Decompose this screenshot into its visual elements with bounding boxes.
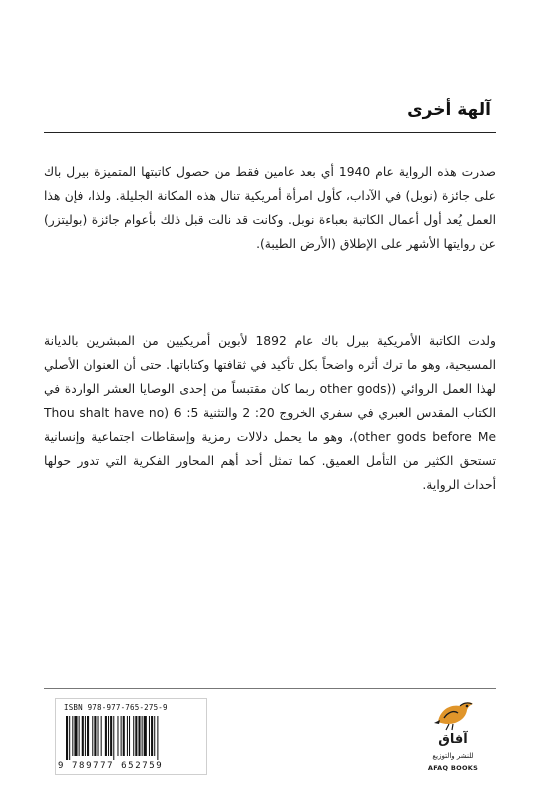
title-divider (44, 132, 496, 133)
barcode-bar (110, 716, 112, 756)
barcode-bar (101, 716, 102, 756)
barcode-bar (69, 716, 70, 760)
barcode-bar (157, 716, 158, 760)
barcode-bar (87, 716, 89, 756)
publisher-tagline-ar: للنشر والتوزيع (432, 752, 474, 760)
bottom-divider (44, 688, 496, 689)
barcode-bar (74, 716, 77, 756)
isbn-label: ISBN 978-977-765-275-9 (64, 703, 168, 712)
barcode-bar (113, 716, 114, 760)
barcode-bar (127, 716, 128, 756)
barcode-bar (135, 716, 137, 756)
barcode-bar (129, 716, 130, 756)
barcode-bar (149, 716, 150, 756)
barcode-bar (85, 716, 86, 756)
publisher-logo (420, 696, 486, 782)
barcode-bar (138, 716, 140, 756)
barcode-bar (92, 716, 93, 756)
synopsis-paragraph-1: صدرت هذه الرواية عام 1940 أي بعد عامين فقط من حصول كاتبتها المتميزة بيرل باك على جائزة (نوبل) في الآداب، كأول امرأة أمريكية تنال هذه المكانة الجليلة. ولذا، فإن هذا العمل يُعد أول أعمال الكاتبة بعباءة نوبل. وكانت قد نالت قبل ذلك بأعوام جائزة (بوليتزر) عن روايتها الأشهر على الإطلاق (الأرض الطيبة). (44, 165, 497, 251)
barcode-bar (151, 716, 153, 756)
isbn-barcode-block (55, 698, 207, 775)
barcode-bar (79, 716, 80, 756)
publisher-name-ar: آفاق (438, 732, 468, 747)
barcode-bar (144, 716, 147, 756)
barcode-bar (123, 716, 125, 756)
barcode-bar (66, 716, 68, 760)
barcode-bar (98, 716, 99, 756)
synopsis-paragraph-2: ولدت الكاتبة الأمريكية بيرل باك عام 1892 لأبوين أمريكيين من المبشرين بالديانة المسيحية، وهو ما ترك أثره واضحاً بكل تأكيد في ثقافتها وكتاباتها. حتى أن العنوان الأصلي لهذا العمل الروائي ((other gods ربما كان مقتبساً من إحدى الوصايا العشر الواردة في الكتاب المقدس العبري في سفري الخروج 20: 2 والتثنية 5: 6 (Thou shalt have no other gods before Me)، وهو ما يحمل دلالات رمزية وإسقاطات اجتماعية وإنسانية تستحق الكثير من التأمل العميق. كما تمثل أحد أهم المحاور الفكرية التي تدور حولها أحداث الرواية. (44, 334, 497, 492)
book-title: آلهة أخرى (407, 100, 491, 120)
barcode-bar (108, 716, 109, 756)
barcode-bar (133, 716, 134, 756)
barcode-bar (154, 716, 155, 756)
barcode-bar (94, 716, 96, 756)
barcode-bar (121, 716, 122, 756)
barcode-bar (142, 716, 143, 756)
barcode-bar (117, 716, 118, 756)
publisher-name-en: AFAQ BOOKS (427, 764, 479, 772)
bird-logo-icon (430, 696, 476, 732)
barcode-bar (82, 716, 84, 756)
barcode-bar (105, 716, 107, 756)
barcode-bar (72, 716, 73, 756)
barcode-digits: 9 789777 652759 (58, 761, 164, 771)
barcode-icon (64, 716, 198, 760)
